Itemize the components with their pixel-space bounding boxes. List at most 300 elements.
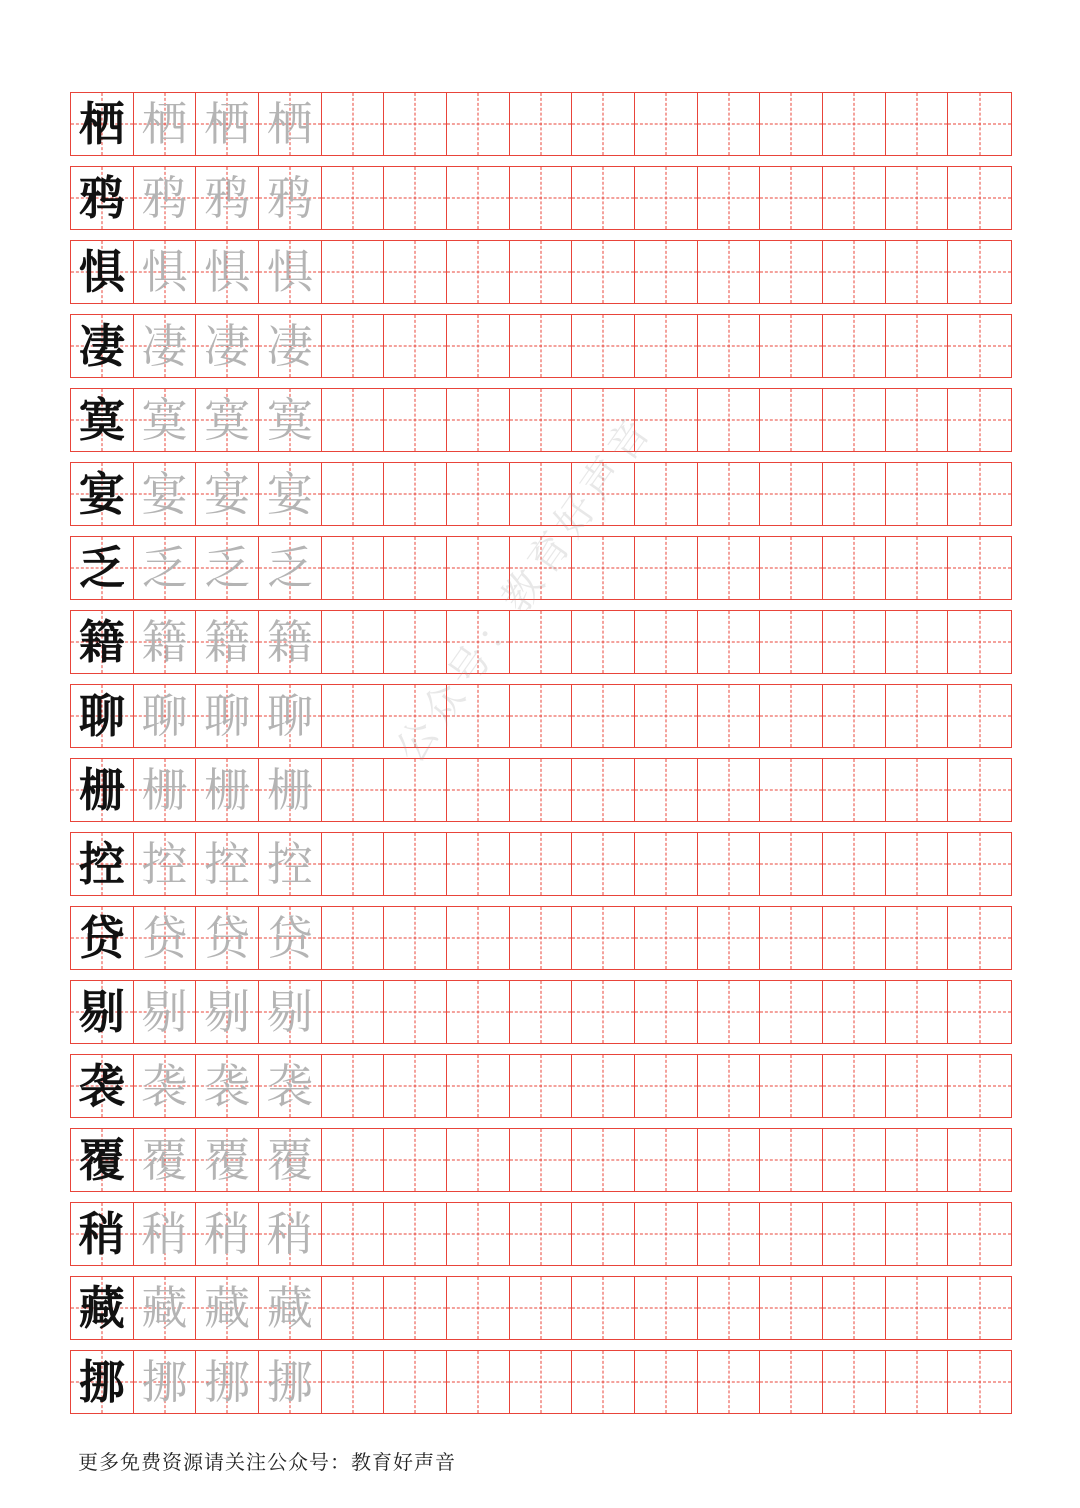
- empty-writing-cell: [698, 389, 761, 451]
- empty-writing-cell: [760, 907, 823, 969]
- empty-writing-cell: [447, 1203, 510, 1265]
- empty-writing-cell: [823, 1129, 886, 1191]
- trace-character: 籍: [204, 615, 251, 669]
- empty-writing-cell: [698, 1351, 761, 1413]
- practice-row: [70, 832, 1012, 896]
- empty-writing-cell: [510, 1277, 573, 1339]
- empty-writing-cell: [322, 759, 385, 821]
- trace-character: 乏: [204, 541, 251, 595]
- trace-character: 栖: [204, 97, 251, 151]
- empty-writing-cell: [823, 833, 886, 895]
- empty-writing-cell: [572, 1203, 635, 1265]
- empty-writing-cell: [635, 1203, 698, 1265]
- trace-character: 藏: [204, 1281, 251, 1335]
- empty-writing-cell: [572, 1055, 635, 1117]
- model-character: 聊: [78, 689, 125, 743]
- model-character: 控: [78, 837, 125, 891]
- trace-character-cell: [134, 1203, 197, 1265]
- empty-writing-cell: [823, 907, 886, 969]
- empty-writing-cell: [823, 685, 886, 747]
- trace-character: 贷: [204, 911, 251, 965]
- empty-writing-cell: [760, 981, 823, 1043]
- empty-writing-cell: [823, 1351, 886, 1413]
- trace-character-cell: [259, 981, 322, 1043]
- empty-writing-cell: [322, 907, 385, 969]
- empty-writing-cell: [948, 1055, 1011, 1117]
- trace-character: 寞: [141, 393, 188, 447]
- empty-writing-cell: [384, 389, 447, 451]
- trace-character: 宴: [204, 467, 251, 521]
- empty-writing-cell: [572, 981, 635, 1043]
- empty-writing-cell: [760, 93, 823, 155]
- empty-writing-cell: [510, 611, 573, 673]
- trace-character-cell: [134, 759, 197, 821]
- empty-writing-cell: [384, 759, 447, 821]
- empty-writing-cell: [886, 981, 949, 1043]
- trace-character: 稍: [141, 1207, 188, 1261]
- trace-character-cell: [259, 907, 322, 969]
- empty-writing-cell: [384, 685, 447, 747]
- trace-character-cell: [259, 389, 322, 451]
- trace-character-cell: [259, 1203, 322, 1265]
- empty-writing-cell: [384, 1203, 447, 1265]
- empty-writing-cell: [698, 537, 761, 599]
- empty-writing-cell: [823, 537, 886, 599]
- empty-writing-cell: [948, 981, 1011, 1043]
- model-character-cell: [71, 315, 134, 377]
- empty-writing-cell: [635, 93, 698, 155]
- empty-writing-cell: [510, 241, 573, 303]
- empty-writing-cell: [886, 1129, 949, 1191]
- empty-writing-cell: [384, 1277, 447, 1339]
- empty-writing-cell: [510, 1055, 573, 1117]
- trace-character: 袭: [204, 1059, 251, 1113]
- trace-character-cell: [134, 1129, 197, 1191]
- empty-writing-cell: [447, 1129, 510, 1191]
- empty-writing-cell: [698, 1277, 761, 1339]
- trace-character-cell: [259, 93, 322, 155]
- trace-character-cell: [134, 537, 197, 599]
- empty-writing-cell: [760, 167, 823, 229]
- empty-writing-cell: [384, 537, 447, 599]
- trace-character: 聊: [204, 689, 251, 743]
- empty-writing-cell: [635, 1129, 698, 1191]
- empty-writing-cell: [322, 463, 385, 525]
- empty-writing-cell: [760, 315, 823, 377]
- trace-character: 栅: [266, 763, 313, 817]
- empty-writing-cell: [760, 463, 823, 525]
- trace-character: 挪: [204, 1355, 251, 1409]
- empty-writing-cell: [510, 759, 573, 821]
- trace-character: 剔: [141, 985, 188, 1039]
- empty-writing-cell: [948, 167, 1011, 229]
- model-character: 惧: [78, 245, 125, 299]
- model-character-cell: [71, 1203, 134, 1265]
- trace-character-cell: [196, 833, 259, 895]
- empty-writing-cell: [886, 315, 949, 377]
- empty-writing-cell: [447, 241, 510, 303]
- model-character-cell: [71, 463, 134, 525]
- empty-writing-cell: [322, 1351, 385, 1413]
- trace-character-cell: [259, 1055, 322, 1117]
- practice-row: [70, 906, 1012, 970]
- trace-character-cell: [259, 833, 322, 895]
- model-character-cell: [71, 389, 134, 451]
- practice-row: [70, 1054, 1012, 1118]
- model-character-cell: [71, 167, 134, 229]
- empty-writing-cell: [572, 833, 635, 895]
- empty-writing-cell: [698, 981, 761, 1043]
- trace-character: 鸦: [266, 171, 313, 225]
- empty-writing-cell: [635, 389, 698, 451]
- model-character: 栖: [78, 97, 125, 151]
- empty-writing-cell: [698, 463, 761, 525]
- empty-writing-cell: [635, 981, 698, 1043]
- trace-character: 聊: [141, 689, 188, 743]
- empty-writing-cell: [384, 981, 447, 1043]
- trace-character: 栖: [141, 97, 188, 151]
- trace-character-cell: [196, 241, 259, 303]
- trace-character-cell: [134, 241, 197, 303]
- trace-character: 栖: [266, 97, 313, 151]
- model-character: 覆: [78, 1133, 125, 1187]
- empty-writing-cell: [635, 1277, 698, 1339]
- model-character-cell: [71, 981, 134, 1043]
- model-character: 寞: [78, 393, 125, 447]
- empty-writing-cell: [823, 759, 886, 821]
- empty-writing-cell: [635, 833, 698, 895]
- empty-writing-cell: [572, 611, 635, 673]
- empty-writing-cell: [886, 93, 949, 155]
- empty-writing-cell: [698, 685, 761, 747]
- empty-writing-cell: [572, 1129, 635, 1191]
- empty-writing-cell: [322, 981, 385, 1043]
- trace-character-cell: [134, 833, 197, 895]
- trace-character: 贷: [266, 911, 313, 965]
- empty-writing-cell: [760, 759, 823, 821]
- practice-row: [70, 1350, 1012, 1414]
- empty-writing-cell: [760, 1277, 823, 1339]
- model-character-cell: [71, 1055, 134, 1117]
- trace-character: 剔: [266, 985, 313, 1039]
- practice-row: [70, 166, 1012, 230]
- empty-writing-cell: [698, 315, 761, 377]
- practice-row: [70, 758, 1012, 822]
- trace-character: 覆: [266, 1133, 313, 1187]
- empty-writing-cell: [886, 167, 949, 229]
- model-character-cell: [71, 833, 134, 895]
- trace-character: 稍: [266, 1207, 313, 1261]
- trace-character-cell: [134, 1351, 197, 1413]
- empty-writing-cell: [322, 1203, 385, 1265]
- trace-character-cell: [134, 981, 197, 1043]
- model-character-cell: [71, 1277, 134, 1339]
- model-character-cell: [71, 537, 134, 599]
- trace-character: 覆: [141, 1133, 188, 1187]
- trace-character: 凄: [141, 319, 188, 373]
- empty-writing-cell: [886, 685, 949, 747]
- empty-writing-cell: [823, 463, 886, 525]
- trace-character-cell: [196, 93, 259, 155]
- empty-writing-cell: [572, 167, 635, 229]
- empty-writing-cell: [572, 907, 635, 969]
- practice-row: [70, 1276, 1012, 1340]
- empty-writing-cell: [760, 537, 823, 599]
- trace-character: 籍: [266, 615, 313, 669]
- empty-writing-cell: [823, 1277, 886, 1339]
- trace-character-cell: [134, 389, 197, 451]
- model-character: 鸦: [78, 171, 125, 225]
- trace-character-cell: [196, 315, 259, 377]
- trace-character: 覆: [204, 1133, 251, 1187]
- practice-row: [70, 1128, 1012, 1192]
- trace-character-cell: [134, 167, 197, 229]
- empty-writing-cell: [510, 1129, 573, 1191]
- trace-character-cell: [259, 537, 322, 599]
- empty-writing-cell: [447, 759, 510, 821]
- model-character: 稍: [78, 1207, 125, 1261]
- empty-writing-cell: [698, 1203, 761, 1265]
- trace-character-cell: [196, 463, 259, 525]
- trace-character-cell: [196, 907, 259, 969]
- empty-writing-cell: [635, 463, 698, 525]
- empty-writing-cell: [886, 1055, 949, 1117]
- trace-character: 藏: [141, 1281, 188, 1335]
- trace-character-cell: [259, 611, 322, 673]
- empty-writing-cell: [760, 611, 823, 673]
- empty-writing-cell: [823, 167, 886, 229]
- model-character-cell: [71, 1129, 134, 1191]
- model-character-cell: [71, 685, 134, 747]
- empty-writing-cell: [447, 389, 510, 451]
- empty-writing-cell: [948, 833, 1011, 895]
- empty-writing-cell: [572, 685, 635, 747]
- empty-writing-cell: [384, 1129, 447, 1191]
- empty-writing-cell: [510, 981, 573, 1043]
- empty-writing-cell: [948, 759, 1011, 821]
- empty-writing-cell: [447, 1277, 510, 1339]
- empty-writing-cell: [322, 1055, 385, 1117]
- trace-character-cell: [134, 93, 197, 155]
- empty-writing-cell: [635, 315, 698, 377]
- trace-character: 藏: [266, 1281, 313, 1335]
- practice-row: [70, 314, 1012, 378]
- empty-writing-cell: [447, 1351, 510, 1413]
- trace-character-cell: [134, 463, 197, 525]
- empty-writing-cell: [384, 315, 447, 377]
- trace-character-cell: [196, 389, 259, 451]
- trace-character: 控: [204, 837, 251, 891]
- practice-row: [70, 388, 1012, 452]
- empty-writing-cell: [447, 537, 510, 599]
- trace-character: 鸦: [204, 171, 251, 225]
- empty-writing-cell: [322, 389, 385, 451]
- empty-writing-cell: [635, 241, 698, 303]
- empty-writing-cell: [384, 833, 447, 895]
- empty-writing-cell: [698, 93, 761, 155]
- trace-character: 聊: [266, 689, 313, 743]
- empty-writing-cell: [760, 1203, 823, 1265]
- model-character-cell: [71, 907, 134, 969]
- trace-character-cell: [259, 167, 322, 229]
- empty-writing-cell: [510, 315, 573, 377]
- empty-writing-cell: [510, 907, 573, 969]
- empty-writing-cell: [384, 907, 447, 969]
- empty-writing-cell: [635, 167, 698, 229]
- empty-writing-cell: [886, 907, 949, 969]
- model-character: 贷: [78, 911, 125, 965]
- empty-writing-cell: [572, 1277, 635, 1339]
- trace-character: 惧: [266, 245, 313, 299]
- empty-writing-cell: [886, 1203, 949, 1265]
- empty-writing-cell: [322, 315, 385, 377]
- model-character: 乏: [78, 541, 125, 595]
- trace-character-cell: [196, 537, 259, 599]
- trace-character: 稍: [204, 1207, 251, 1261]
- empty-writing-cell: [948, 907, 1011, 969]
- footer-note: 更多免费资源请关注公众号：教育好声音: [78, 1450, 456, 1474]
- empty-writing-cell: [948, 241, 1011, 303]
- empty-writing-cell: [572, 315, 635, 377]
- trace-character-cell: [134, 1277, 197, 1339]
- trace-character-cell: [134, 1055, 197, 1117]
- trace-character: 挪: [141, 1355, 188, 1409]
- model-character: 剔: [78, 985, 125, 1039]
- empty-writing-cell: [322, 833, 385, 895]
- empty-writing-cell: [322, 611, 385, 673]
- trace-character: 栅: [141, 763, 188, 817]
- empty-writing-cell: [322, 241, 385, 303]
- empty-writing-cell: [760, 833, 823, 895]
- empty-writing-cell: [447, 833, 510, 895]
- empty-writing-cell: [572, 241, 635, 303]
- empty-writing-cell: [384, 241, 447, 303]
- empty-writing-cell: [447, 685, 510, 747]
- empty-writing-cell: [447, 167, 510, 229]
- trace-character: 乏: [266, 541, 313, 595]
- model-character: 宴: [78, 467, 125, 521]
- empty-writing-cell: [447, 611, 510, 673]
- trace-character: 控: [266, 837, 313, 891]
- empty-writing-cell: [698, 1055, 761, 1117]
- empty-writing-cell: [510, 389, 573, 451]
- trace-character: 籍: [141, 615, 188, 669]
- empty-writing-cell: [447, 93, 510, 155]
- empty-writing-cell: [886, 1277, 949, 1339]
- model-character-cell: [71, 93, 134, 155]
- empty-writing-cell: [322, 93, 385, 155]
- trace-character-cell: [259, 685, 322, 747]
- trace-character: 乏: [141, 541, 188, 595]
- empty-writing-cell: [635, 537, 698, 599]
- trace-character: 惧: [141, 245, 188, 299]
- empty-writing-cell: [447, 981, 510, 1043]
- empty-writing-cell: [510, 833, 573, 895]
- empty-writing-cell: [823, 1055, 886, 1117]
- trace-character-cell: [259, 1129, 322, 1191]
- trace-character-cell: [196, 167, 259, 229]
- empty-writing-cell: [447, 1055, 510, 1117]
- trace-character: 贷: [141, 911, 188, 965]
- trace-character: 栅: [204, 763, 251, 817]
- empty-writing-cell: [447, 907, 510, 969]
- empty-writing-cell: [635, 611, 698, 673]
- empty-writing-cell: [948, 389, 1011, 451]
- trace-character-cell: [196, 981, 259, 1043]
- practice-row: [70, 240, 1012, 304]
- practice-row: [70, 610, 1012, 674]
- empty-writing-cell: [510, 463, 573, 525]
- empty-writing-cell: [322, 167, 385, 229]
- empty-writing-cell: [572, 759, 635, 821]
- practice-row: [70, 462, 1012, 526]
- trace-character: 鸦: [141, 171, 188, 225]
- trace-character: 凄: [266, 319, 313, 373]
- empty-writing-cell: [510, 685, 573, 747]
- model-character-cell: [71, 1351, 134, 1413]
- empty-writing-cell: [447, 463, 510, 525]
- model-character: 栅: [78, 763, 125, 817]
- practice-sheet: [70, 92, 1012, 1424]
- trace-character-cell: [259, 315, 322, 377]
- empty-writing-cell: [760, 389, 823, 451]
- trace-character-cell: [259, 759, 322, 821]
- empty-writing-cell: [510, 1203, 573, 1265]
- trace-character: 袭: [141, 1059, 188, 1113]
- empty-writing-cell: [823, 93, 886, 155]
- empty-writing-cell: [886, 463, 949, 525]
- trace-character-cell: [196, 611, 259, 673]
- empty-writing-cell: [384, 611, 447, 673]
- empty-writing-cell: [572, 537, 635, 599]
- empty-writing-cell: [572, 93, 635, 155]
- empty-writing-cell: [948, 685, 1011, 747]
- empty-writing-cell: [698, 1129, 761, 1191]
- model-character: 凄: [78, 319, 125, 373]
- empty-writing-cell: [948, 315, 1011, 377]
- trace-character-cell: [134, 685, 197, 747]
- empty-writing-cell: [886, 241, 949, 303]
- empty-writing-cell: [823, 981, 886, 1043]
- trace-character: 宴: [266, 467, 313, 521]
- empty-writing-cell: [322, 685, 385, 747]
- empty-writing-cell: [948, 1203, 1011, 1265]
- trace-character: 挪: [266, 1355, 313, 1409]
- empty-writing-cell: [886, 833, 949, 895]
- empty-writing-cell: [698, 241, 761, 303]
- empty-writing-cell: [510, 167, 573, 229]
- empty-writing-cell: [886, 759, 949, 821]
- trace-character-cell: [134, 907, 197, 969]
- empty-writing-cell: [948, 93, 1011, 155]
- empty-writing-cell: [948, 463, 1011, 525]
- trace-character-cell: [196, 1129, 259, 1191]
- empty-writing-cell: [510, 1351, 573, 1413]
- empty-writing-cell: [510, 93, 573, 155]
- empty-writing-cell: [698, 611, 761, 673]
- empty-writing-cell: [635, 1351, 698, 1413]
- empty-writing-cell: [698, 833, 761, 895]
- model-character: 藏: [78, 1281, 125, 1335]
- empty-writing-cell: [948, 1129, 1011, 1191]
- model-character: 籍: [78, 615, 125, 669]
- empty-writing-cell: [948, 1277, 1011, 1339]
- empty-writing-cell: [698, 759, 761, 821]
- empty-writing-cell: [322, 537, 385, 599]
- empty-writing-cell: [948, 1351, 1011, 1413]
- empty-writing-cell: [823, 611, 886, 673]
- trace-character: 寞: [204, 393, 251, 447]
